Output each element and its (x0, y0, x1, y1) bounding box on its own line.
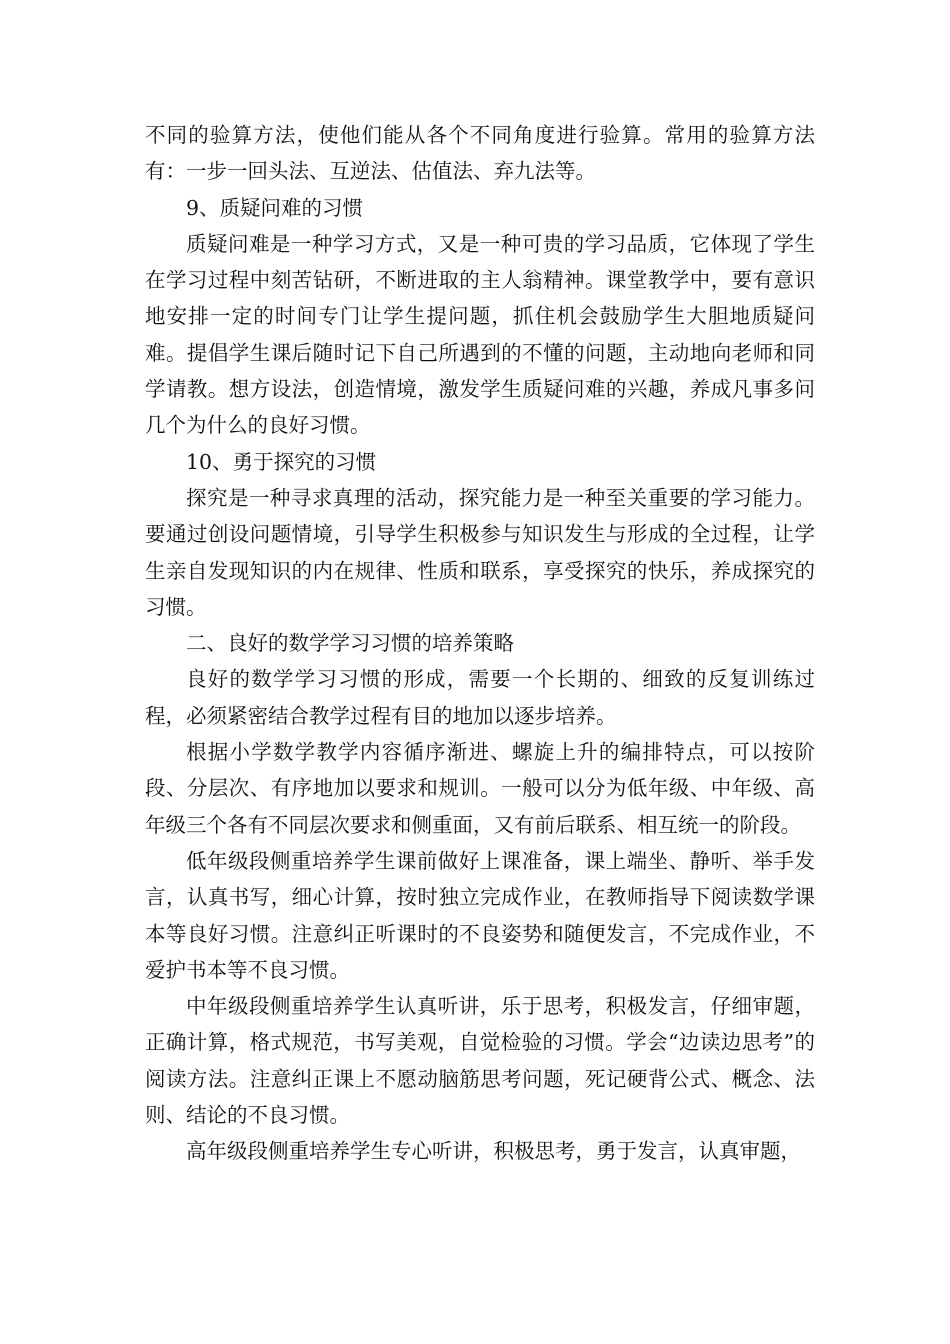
section-heading-10: 10、勇于探究的习惯 (186, 449, 377, 474)
document-body (145, 117, 815, 1170)
paragraph-exploration: 探究是一种寻求真理的活动，探究能力是一种至关重要的学习能力。要通过创设问题情境，引导学生积极参与知识发生与形成的全过程，让学生亲自发现知识的内在规律、性质和联系，享受探究的快乐，养成探究的习惯。 (145, 485, 815, 619)
section-heading-9: 9、质疑问难的习惯 (186, 195, 364, 220)
paragraph-upper-grades: 高年级段侧重培养学生专心听讲，积极思考，勇于发言，认真审题， (186, 1139, 801, 1164)
paragraph-lower-grades: 低年级段侧重培养学生课前做好上课准备，课上端坐、静听、举手发言，认真书写，细心计算，按时独立完成作业，在教师指导下阅读数学课本等良好习惯。注意纠正听课时的不良姿势和随便发言，不完成作业，不爱护书本等不良习惯。 (145, 848, 815, 982)
section-heading-strategy: 二、良好的数学学习习惯的培养策略 (186, 631, 514, 656)
paragraph-continuation: 不同的验算方法，使他们能从各个不同角度进行验算。常用的验算方法有：一步一回头法、互逆法、估值法、弃九法等。 (145, 123, 815, 184)
paragraph-questioning: 质疑问难是一种学习方式，又是一种可贵的学习品质，它体现了学生在学习过程中刻苦钻研，不断进取的主人翁精神。课堂教学中，要有意识地安排一定的时间专门让学生提问题，抓住机会鼓励学生大胆地质疑问难。提倡学生课后随时记下自己所遇到的不懂的问题，主动地向老师和同学请教。想方设法，创造情境，激发学生质疑问难的兴趣，养成凡事多问几个为什么的良好习惯。 (145, 231, 815, 438)
paragraph-strategy-intro: 良好的数学学习习惯的形成，需要一个长期的、细致的反复训练过程，必须紧密结合教学过程有目的地加以逐步培养。 (145, 667, 815, 728)
paragraph-stages: 根据小学数学教学内容循序渐进、螺旋上升的编排特点，可以按阶段、分层次、有序地加以要求和规训。一般可以分为低年级、中年级、高年级三个各有不同层次要求和侧重面，又有前后联系、相互统一的阶段。 (145, 740, 815, 837)
paragraph-middle-grades: 中年级段侧重培养学生认真听讲，乐于思考，积极发言，仔细审题，正确计算，格式规范，书写美观，自觉检验的习惯。学会“边读边思考”的阅读方法。注意纠正课上不愿动脑筋思考问题，死记硬背公式、概念、法则、结论的不良习惯。 (145, 994, 815, 1128)
